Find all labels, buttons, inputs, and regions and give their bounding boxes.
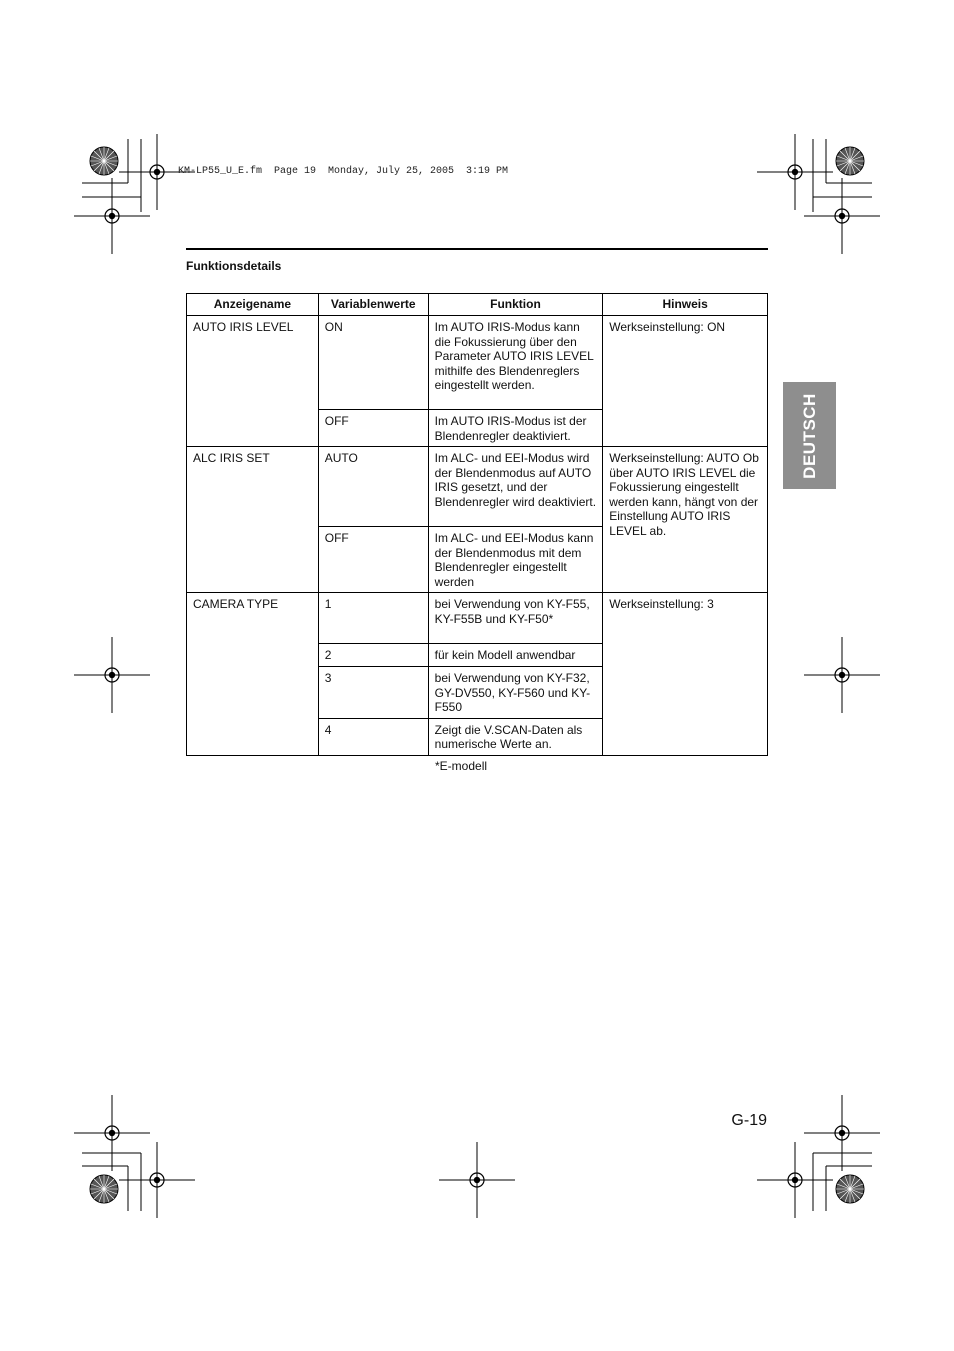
language-tab-label: DEUTSCH	[799, 392, 819, 479]
file-stamp: KM-LP55_U_E.fm Page 19 Monday, July 25, 2005 3:19 PM	[178, 166, 509, 177]
value-cell: 4	[318, 718, 428, 755]
starburst-mark	[90, 147, 118, 175]
crosshair-mark	[74, 637, 150, 713]
function-cell: Im ALC- und EEI-Modus kann der Blendenmodus mit dem Blendenregler eingestellt werden	[428, 527, 603, 593]
crosshair-mark	[74, 1095, 150, 1171]
table-row	[187, 447, 768, 527]
crosshair-mark	[804, 637, 880, 713]
language-tab	[783, 382, 836, 489]
value-cell: ON	[318, 316, 428, 410]
crosshair-mark	[74, 178, 150, 254]
function-cell: Im ALC- und EEI-Modus wird der Blendenmodus auf AUTO IRIS gesetzt, und der Blendenregler wird deaktiviert.	[428, 447, 603, 527]
section-title: Funktionsdetails	[186, 259, 282, 273]
hint-cell: Werkseinstellung: ON	[603, 316, 768, 447]
page-number: G-19	[731, 1112, 767, 1129]
function-cell: Im AUTO IRIS-Modus ist der Blendenregler deaktiviert.	[428, 410, 603, 447]
function-cell: bei Verwendung von KY-F55, KY-F55B und KY-F50*	[428, 593, 603, 644]
crosshair-mark	[804, 1095, 880, 1171]
starburst-mark	[90, 1175, 118, 1203]
value-cell: OFF	[318, 410, 428, 447]
footnote: *E-modell	[435, 759, 488, 773]
function-cell: bei Verwendung von KY-F32, GY-DV550, KY-F560 und KY-F550	[428, 667, 603, 719]
crosshair-mark	[439, 1142, 515, 1218]
table-row	[187, 593, 768, 644]
function-cell: für kein Modell anwendbar	[428, 644, 603, 667]
crosshair-mark	[757, 134, 833, 210]
column-header-function: Funktion	[428, 294, 603, 316]
settings-table	[186, 293, 768, 756]
starburst-mark	[836, 147, 864, 175]
function-cell: Zeigt die V.SCAN-Daten als numerische Werte an.	[428, 718, 603, 755]
function-cell: Im AUTO IRIS-Modus kann die Fokussierung über den Parameter AUTO IRIS LEVEL mithilfe des Blendenreglers eingestellt werden.	[428, 316, 603, 410]
column-header-hint: Hinweis	[603, 294, 768, 316]
value-cell: 1	[318, 593, 428, 644]
column-header-values: Variablenwerte	[318, 294, 428, 316]
section-rule	[186, 248, 768, 250]
value-cell: 2	[318, 644, 428, 667]
table-row	[187, 316, 768, 410]
starburst-mark	[836, 1175, 864, 1203]
crosshair-mark	[804, 178, 880, 254]
setting-name-cell: AUTO IRIS LEVEL	[187, 316, 319, 447]
column-header-name: Anzeigename	[187, 294, 319, 316]
value-cell: 3	[318, 667, 428, 719]
hint-cell: Werkseinstellung: 3	[603, 593, 768, 756]
table-header-row	[187, 294, 768, 316]
hint-cell: Werkseinstellung: AUTO Ob über AUTO IRIS LEVEL die Fokussierung eingestellt werden kann, hängt von der Einstellung AUTO IRIS LEVEL ab.	[603, 447, 768, 593]
value-cell: OFF	[318, 527, 428, 593]
value-cell: AUTO	[318, 447, 428, 527]
setting-name-cell: ALC IRIS SET	[187, 447, 319, 593]
setting-name-cell: CAMERA TYPE	[187, 593, 319, 756]
